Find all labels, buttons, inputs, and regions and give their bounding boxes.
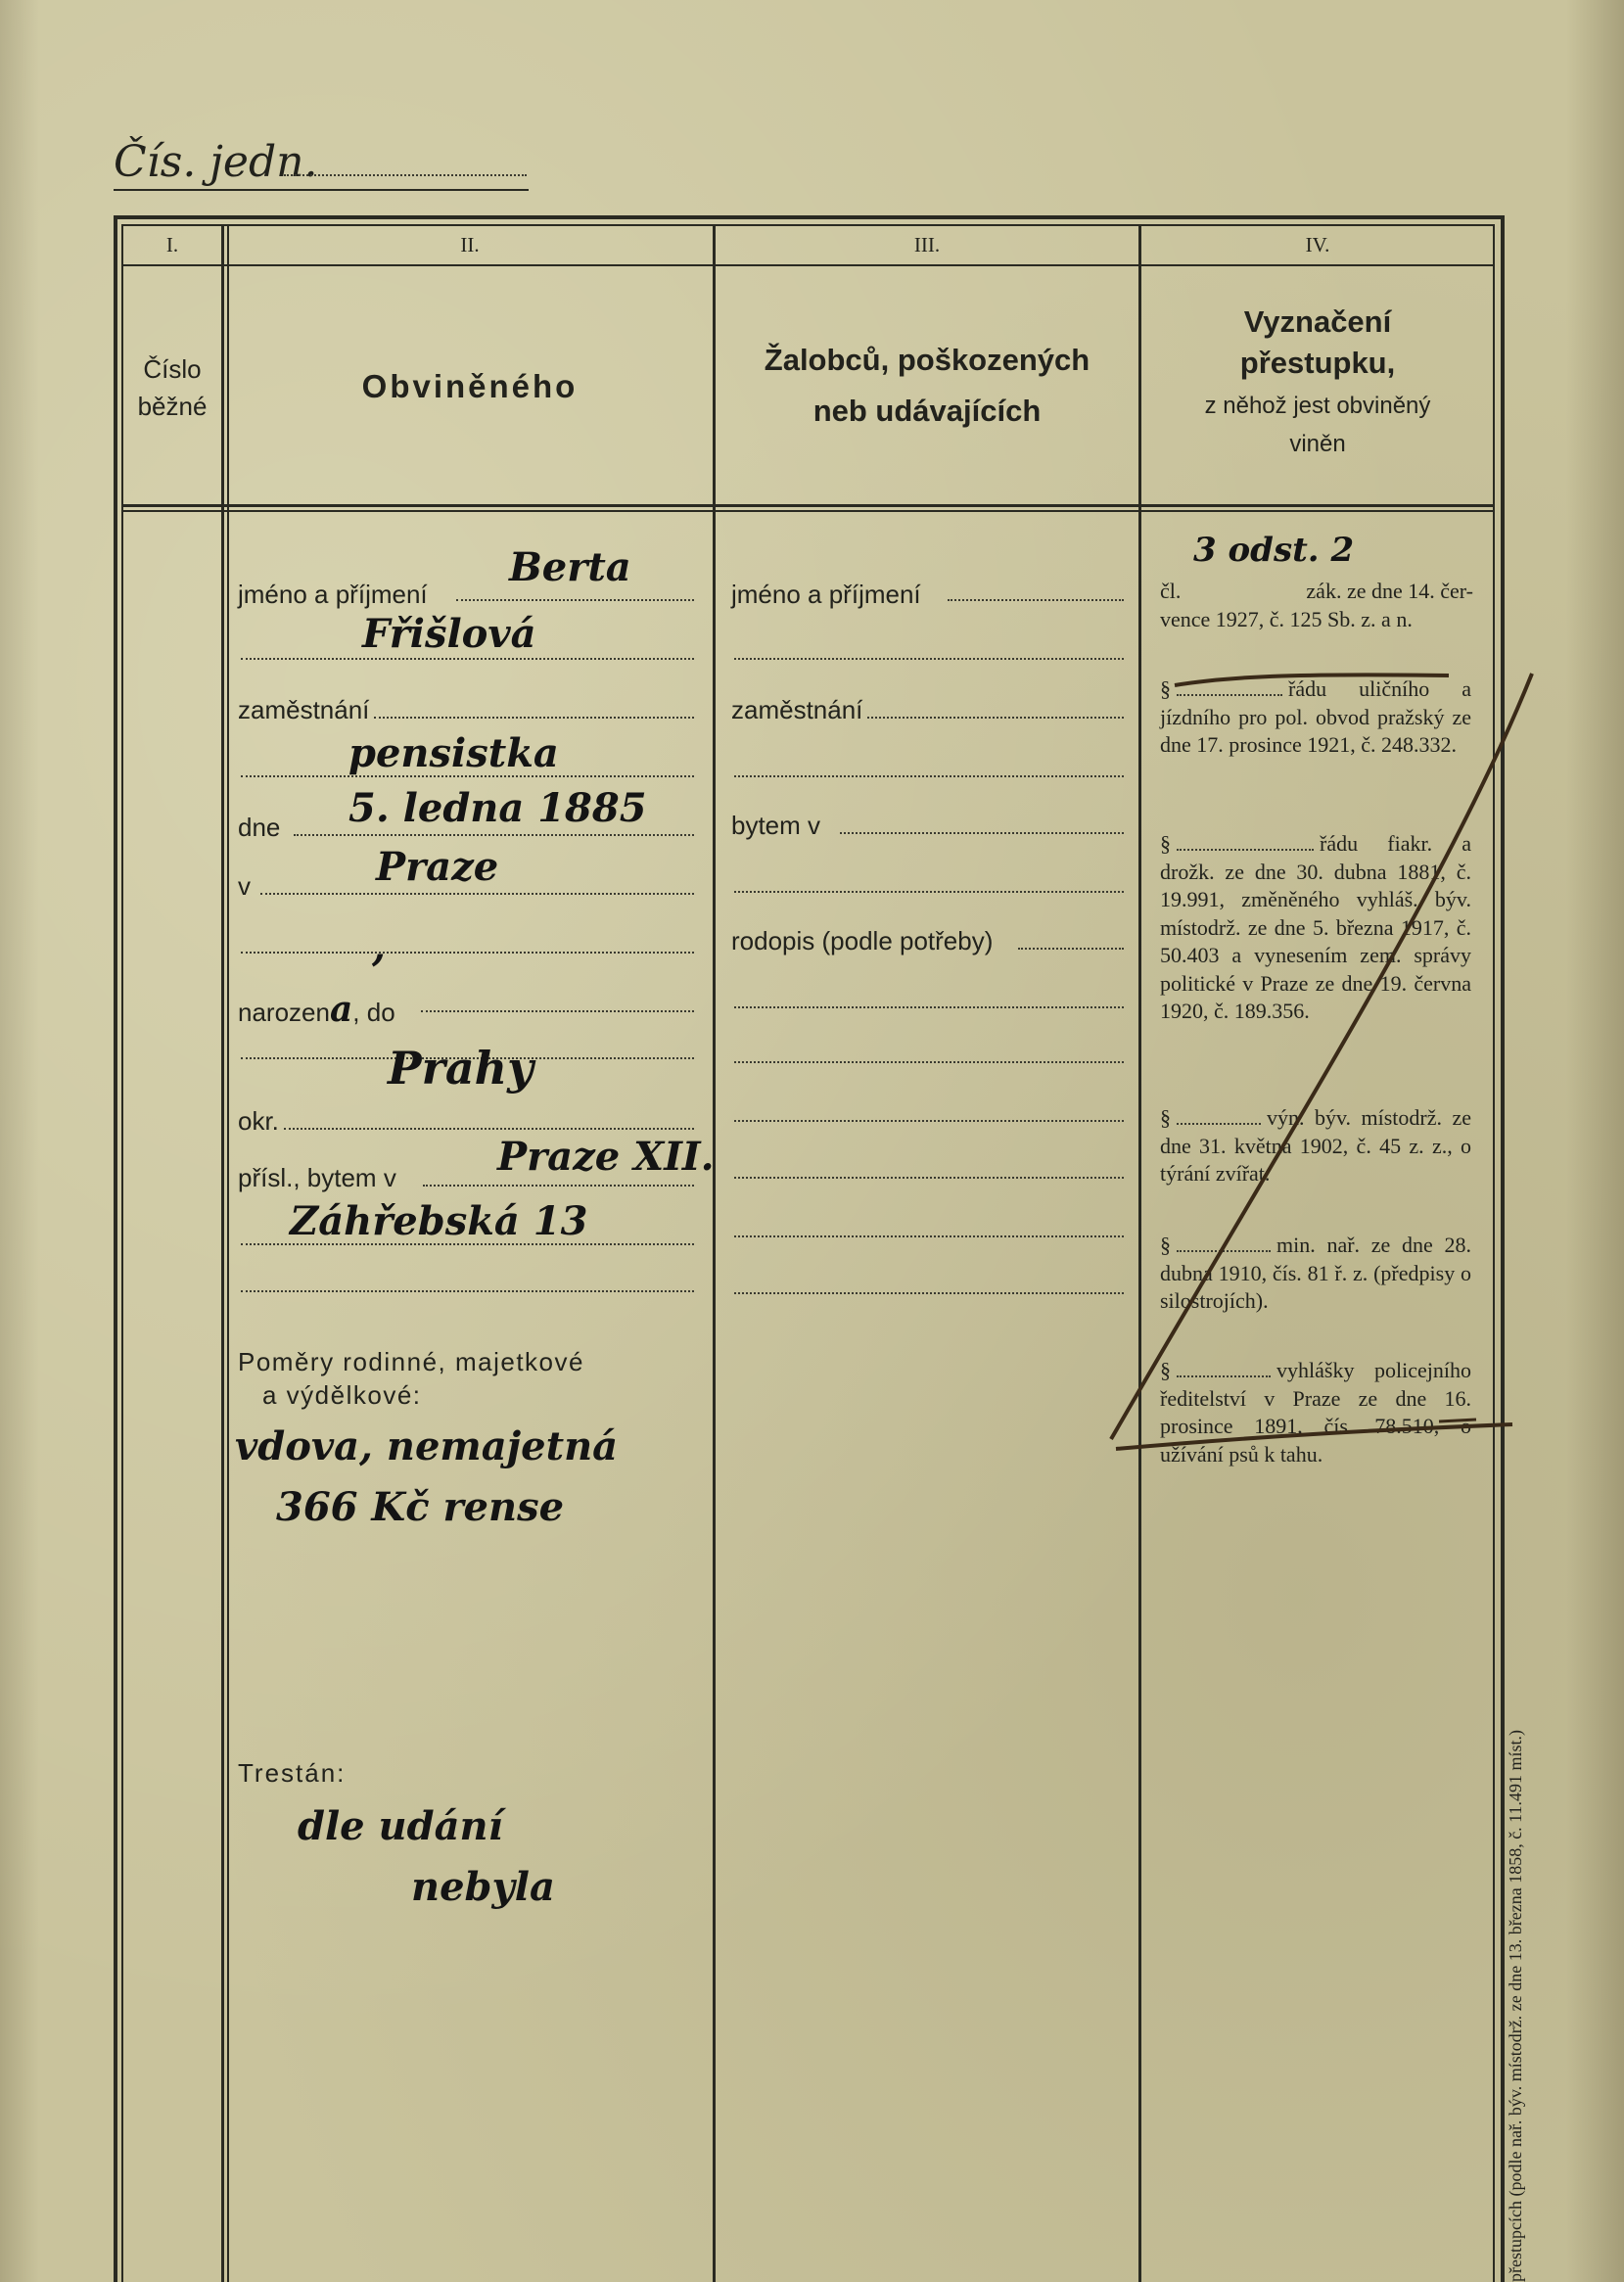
accused-belonging-label: přísl., bytem v <box>238 1163 396 1192</box>
accused-first-name: Berta <box>509 544 631 590</box>
col-3-header-line2: neb udávajících <box>812 394 1042 428</box>
accused-occupation-label: zaměstnání <box>238 695 370 724</box>
accused-punished-value-line2: nebyla <box>411 1864 555 1910</box>
diagonal-strike <box>1111 674 1532 1439</box>
col-4-subheader-line1: z něhož jest obviněný <box>1204 393 1431 419</box>
col-1-header-line2: běžné <box>137 392 208 421</box>
col-3-numeral: III. <box>913 233 941 256</box>
accused-occupation-value: pensistka <box>348 730 559 776</box>
accused-place-label: v <box>238 871 251 901</box>
col-4-header-line2: přestupku, <box>1239 346 1396 380</box>
offence-clause-1-hand: 3 odst. 2 <box>1193 531 1355 570</box>
col-1-header-line1: Číslo <box>143 354 202 384</box>
complainant-name-label: jméno a příjmení <box>731 580 921 609</box>
complainant-residence-label: bytem v <box>731 811 821 840</box>
accused-last-name: Fřišlová <box>362 611 536 657</box>
offence-clause-1-suffix: zák. ze dne 14. čer- <box>1306 579 1473 603</box>
offence-clause-4-text: výn. býv. místodrž. ze dne 31. května 1902, č. 45 z. z., o týrání zvířat. <box>1160 1105 1471 1186</box>
accused-family-value-line1: vdova, nemajetná <box>235 1423 619 1469</box>
accused-place-value: Praze <box>376 844 499 890</box>
col-4-numeral: IV. <box>1305 233 1330 256</box>
offence-clause-2-text: řádu uličního a jízdního pro pol. obvod pražský ze dne 17. prosince 1921, č. 248.332. <box>1160 676 1471 757</box>
col-2-header: Obviněného <box>361 368 579 404</box>
bottom-strike <box>1116 1424 1512 1449</box>
accused-punished-value-line1: dle udání <box>298 1803 503 1849</box>
offence-clause-3-section: § <box>1160 831 1171 856</box>
side-note: přestupcích (podle nař. býv. místodrž. ze dne 13. března 1858, č. 11.491 míst.) <box>1506 1729 1525 2282</box>
offence-clause-5-section: § <box>1160 1233 1171 1257</box>
col-2-numeral: II. <box>460 233 480 256</box>
accused-date-label: dne <box>238 813 281 842</box>
offence-clause-2-section: § <box>1160 676 1171 701</box>
offence-clause-4-section: § <box>1160 1105 1171 1130</box>
offence-clause-5-text: min. nař. ze dne 28. dubna 1910, čís. 81 ř. z. (předpisy o silostrojích). <box>1160 1233 1471 1313</box>
offence-clause-6-section: § <box>1160 1358 1171 1382</box>
col-1-numeral: I. <box>165 233 179 256</box>
offence-clause-6-text: vyhlášky policejního ředitelství v Praze ze dne 16. prosince 1891, čís. 78.510, o užívání psů k tahu. <box>1160 1358 1471 1467</box>
clause-2-strike <box>1175 675 1449 685</box>
accused-family-label-line2: a výdělkové: <box>262 1380 422 1410</box>
col-4-subheader-line2: viněn <box>1289 431 1346 457</box>
accused-date-value: 5. ledna 1885 <box>348 785 647 831</box>
offence-clause-1-prefix: čl. <box>1160 579 1182 603</box>
accused-district-label: okr. <box>238 1106 279 1136</box>
complainant-occupation-label: zaměstnání <box>731 695 863 724</box>
offence-clause-1-line2: vence 1927, č. 125 Sb. z. a n. <box>1160 606 1413 631</box>
accused-comma-mark: , <box>372 924 386 970</box>
accused-belonging-value: Praze XII. <box>497 1134 715 1180</box>
col-4-header-line1: Vyznačení <box>1243 304 1392 339</box>
accused-born-suffix: a <box>329 989 353 1030</box>
complainant-rodopis-label: rodopis (podle potřeby) <box>731 926 994 955</box>
accused-born-prefix: narozen <box>238 998 330 1027</box>
accused-address-value: Záhřebská 13 <box>290 1198 588 1244</box>
accused-born-to-value: Prahy <box>388 1042 534 1094</box>
accused-name-label: jméno a příjmení <box>238 580 428 609</box>
accused-family-value-line2: 366 Kč rense <box>276 1484 565 1530</box>
col-3-header-line1: Žalobců, poškozených <box>764 343 1090 377</box>
case-number-label: Čís. jedn. <box>114 137 318 187</box>
offence-clause-3-text: řádu fiakr. a drožk. ze dne 30. dubna 1881, č. 19.991, změněného vyhláš. býv. místodrž. ze dne 5. března 1917, č. 50.403 a vynesením zem. správy politické v Praze ze dne 19. června 1920, č. 189.356. <box>1160 831 1471 1023</box>
accused-family-label-line1: Poměry rodinné, majetkové <box>238 1347 584 1376</box>
accused-punished-label: Trestán: <box>238 1758 347 1788</box>
accused-born-to: , do <box>352 998 395 1027</box>
bottom-strike-tail <box>1439 1420 1476 1421</box>
